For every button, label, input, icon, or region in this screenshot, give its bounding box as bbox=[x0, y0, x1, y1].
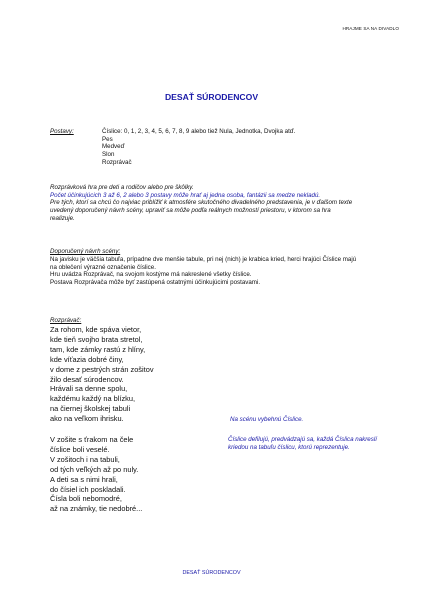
page-title: DESAŤ SÚRODENCOV bbox=[164, 92, 259, 102]
poem-line: tam, kde zámky rastú z hlíny, bbox=[50, 344, 146, 354]
intro-line: Pre tých, ktorí sa chcú čo najviac priblížiť k atmosfére skutočného divadelného predstavenia, je v ďalšom texte bbox=[50, 199, 353, 207]
poem-line: na čiernej školskej tabuli bbox=[50, 404, 131, 414]
running-header: HRAJME SA NA DIVADLO bbox=[342, 26, 399, 31]
stage-direction: Číslice defilujú, predvádzajú sa, každá Číslica nakreslí bbox=[228, 436, 377, 443]
poem-line: A deti sa s nimi hrali, bbox=[50, 474, 118, 484]
poem-line: Za rohom, kde spáva vietor, bbox=[50, 325, 142, 334]
poem-line: žilo desať súrodencov. bbox=[50, 374, 124, 384]
poem-line: Hrávali sa denne spolu, bbox=[50, 384, 128, 394]
stage-direction-block bbox=[228, 436, 408, 451]
intro-line: realizuje. bbox=[50, 214, 75, 222]
poem-line: číslice boli veselé. bbox=[50, 444, 110, 454]
scene-line: Na javisku je väčšia tabuľa, prípadne dve menšie tabule, pri nej (nich) je krabica kried, herci hrajúci Číslice majú bbox=[50, 256, 357, 263]
scene-line: Postava Rozprávača môže byť zastúpená ostatnými účinkujúcimi postavami. bbox=[50, 279, 261, 287]
intro-line: Počet účinkujúcich 3 až 6, 2 alebo 3 postavy môže hrať aj jedna osoba, fantázii sa medze nekladú. bbox=[50, 191, 321, 199]
poem-line: V zošite s ťrakom na čele bbox=[50, 435, 134, 444]
poem-line: kde tieň svojho brata stretol, bbox=[50, 334, 143, 344]
page-footer: DESAŤ SÚRODENCOV bbox=[182, 570, 241, 576]
poem-line: Čísla boli nebomodré, bbox=[50, 494, 122, 504]
scene-line: na oblečení výrazné označenie číslice. bbox=[50, 263, 156, 271]
poem-line: v dome z pestrých strán zošitov bbox=[50, 364, 154, 374]
cast-list bbox=[102, 128, 295, 167]
poem-stanza-1 bbox=[50, 325, 154, 424]
cast-item: Číslice: 0, 1, 2, 3, 4, 5, 6, 7, 8, 9 alebo tiež Nula, Jednotka, Dvojka atď. bbox=[102, 128, 296, 135]
intro-paragraph bbox=[50, 184, 390, 223]
poem-line: do čísiel ich poskladali. bbox=[50, 484, 126, 494]
poem-stanza-2 bbox=[50, 435, 142, 514]
stage-direction: kriedou na tabuľu číslicu, ktorú reprezentuje. bbox=[228, 443, 350, 451]
scene-description bbox=[50, 256, 395, 287]
poem-line: V zošitoch i na tabuli, bbox=[50, 454, 120, 464]
poem-line: od tých veľkých až po nuly. bbox=[50, 464, 139, 474]
stage-direction: Na scénu vybehnú Číslice. bbox=[230, 416, 304, 423]
poem-line: až na známky, tie nedobré... bbox=[50, 504, 143, 514]
scene-line: Hru uvádza Rozprávač, na svojom kostýme má nakreslené všetky číslice. bbox=[50, 271, 252, 279]
poem-line: každému každý na blízku, bbox=[50, 394, 136, 404]
poem-line: ako na veľkom ihrisku. bbox=[50, 414, 124, 424]
cast-label: Postavy: bbox=[50, 128, 74, 135]
scene-label: Doporučený návrh scény: bbox=[50, 248, 121, 255]
narrator-label: Rozprávač: bbox=[50, 317, 82, 324]
intro-line: uvedený doporučený návrh scény, upraviť sa môže podľa reálnych možností priestoru, v ktorom sa hra bbox=[50, 207, 331, 215]
cast-item: Pes bbox=[102, 135, 113, 143]
cast-item: Rozprávač bbox=[102, 158, 132, 166]
cast-item: Slon bbox=[102, 151, 115, 159]
cast-item: Medveď bbox=[102, 143, 125, 151]
intro-line: Rozprávková hra pre deti a rodičov alebo pre škôlky. bbox=[50, 184, 194, 191]
poem-line: kde víťazia dobré činy, bbox=[50, 354, 124, 364]
